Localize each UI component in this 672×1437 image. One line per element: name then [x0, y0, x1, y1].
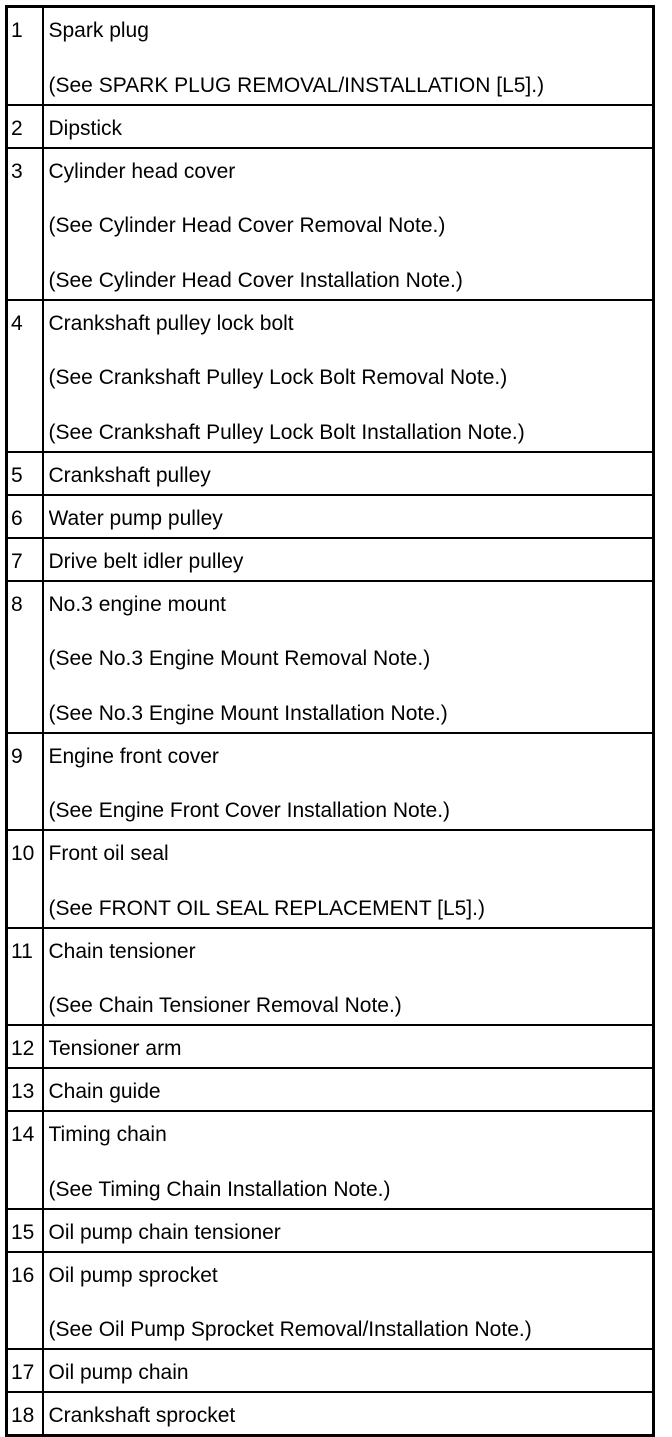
part-note: (See SPARK PLUG REMOVAL/INSTALLATION [L5].) [48, 73, 545, 97]
part-note: (See Cylinder Head Cover Installation Note.) [48, 268, 463, 292]
part-description [43, 1252, 654, 1350]
part-description [43, 1209, 654, 1252]
table-row [7, 1111, 654, 1209]
part-name: Oil pump sprocket [48, 1263, 218, 1287]
part-name: Chain tensioner [48, 939, 196, 963]
table-row [7, 7, 654, 105]
part-name: Chain guide [48, 1080, 161, 1103]
part-note: (See Engine Front Cover Installation Note.) [48, 799, 451, 822]
part-description [43, 1111, 654, 1209]
part-number: 6 [7, 495, 43, 538]
part-description [43, 148, 654, 300]
part-name: Spark plug [48, 19, 149, 42]
part-name: Cylinder head cover [48, 159, 236, 183]
part-description [43, 1349, 654, 1392]
part-number: 3 [7, 148, 43, 300]
part-name: Water pump pulley [48, 506, 223, 530]
part-name: Engine front cover [48, 744, 219, 768]
part-number: 14 [7, 1111, 43, 1209]
parts-table [5, 5, 655, 1437]
part-number: 7 [7, 538, 43, 581]
part-number: 17 [7, 1349, 43, 1392]
part-number: 9 [7, 733, 43, 831]
part-description [43, 495, 654, 538]
table-row [7, 928, 654, 1026]
table-row [7, 1068, 654, 1111]
part-note: (See Crankshaft Pulley Lock Bolt Removal Note.) [48, 366, 508, 389]
part-description [43, 830, 654, 928]
part-name: Timing chain [48, 1123, 167, 1146]
part-name: Crankshaft sprocket [48, 1404, 236, 1427]
table-row [7, 1349, 654, 1392]
part-name: Oil pump chain [48, 1361, 189, 1384]
part-number: 5 [7, 452, 43, 495]
part-description [43, 733, 654, 831]
part-name: Crankshaft pulley [48, 463, 211, 487]
part-number: 11 [7, 928, 43, 1026]
part-number: 18 [7, 1392, 43, 1436]
table-row [7, 830, 654, 928]
part-description [43, 1392, 654, 1436]
part-description [43, 105, 654, 148]
part-number: 16 [7, 1252, 43, 1350]
table-row [7, 148, 654, 300]
part-description [43, 1025, 654, 1068]
part-name: Front oil seal [48, 842, 169, 865]
part-number: 12 [7, 1025, 43, 1068]
part-number: 13 [7, 1068, 43, 1111]
part-description [43, 538, 654, 581]
part-note: (See Timing Chain Installation Note.) [48, 1177, 391, 1201]
table-row [7, 538, 654, 581]
part-number: 2 [7, 105, 43, 148]
table-row [7, 300, 654, 452]
part-name: Dipstick [48, 116, 123, 140]
table-row [7, 452, 654, 495]
parts-table-body [7, 7, 654, 1436]
part-name: No.3 engine mount [48, 592, 226, 616]
table-row [7, 1392, 654, 1436]
part-note: (See No.3 Engine Mount Removal Note.) [48, 647, 431, 670]
table-row [7, 1209, 654, 1252]
table-row [7, 1025, 654, 1068]
part-number: 1 [7, 7, 43, 105]
part-note: (See FRONT OIL SEAL REPLACEMENT [L5].) [48, 896, 485, 920]
part-description [43, 7, 654, 105]
part-note: (See Oil Pump Sprocket Removal/Installation Note.) [48, 1318, 532, 1341]
part-description [43, 452, 654, 495]
part-name: Oil pump chain tensioner [48, 1220, 281, 1244]
part-note: (See Chain Tensioner Removal Note.) [48, 994, 402, 1017]
part-number: 15 [7, 1209, 43, 1252]
table-row [7, 495, 654, 538]
part-name: Drive belt idler pulley [48, 549, 244, 573]
part-description [43, 1068, 654, 1111]
part-description [43, 928, 654, 1026]
table-row [7, 1252, 654, 1350]
part-number: 4 [7, 300, 43, 452]
table-row [7, 105, 654, 148]
part-description [43, 581, 654, 733]
part-note: (See No.3 Engine Mount Installation Note.) [48, 701, 448, 725]
part-name: Tensioner arm [48, 1037, 182, 1060]
part-number: 10 [7, 830, 43, 928]
table-row [7, 581, 654, 733]
table-row [7, 733, 654, 831]
part-number: 8 [7, 581, 43, 733]
part-note: (See Crankshaft Pulley Lock Bolt Installation Note.) [48, 420, 525, 444]
part-description [43, 300, 654, 452]
part-name: Crankshaft pulley lock bolt [48, 311, 294, 335]
part-note: (See Cylinder Head Cover Removal Note.) [48, 214, 446, 237]
